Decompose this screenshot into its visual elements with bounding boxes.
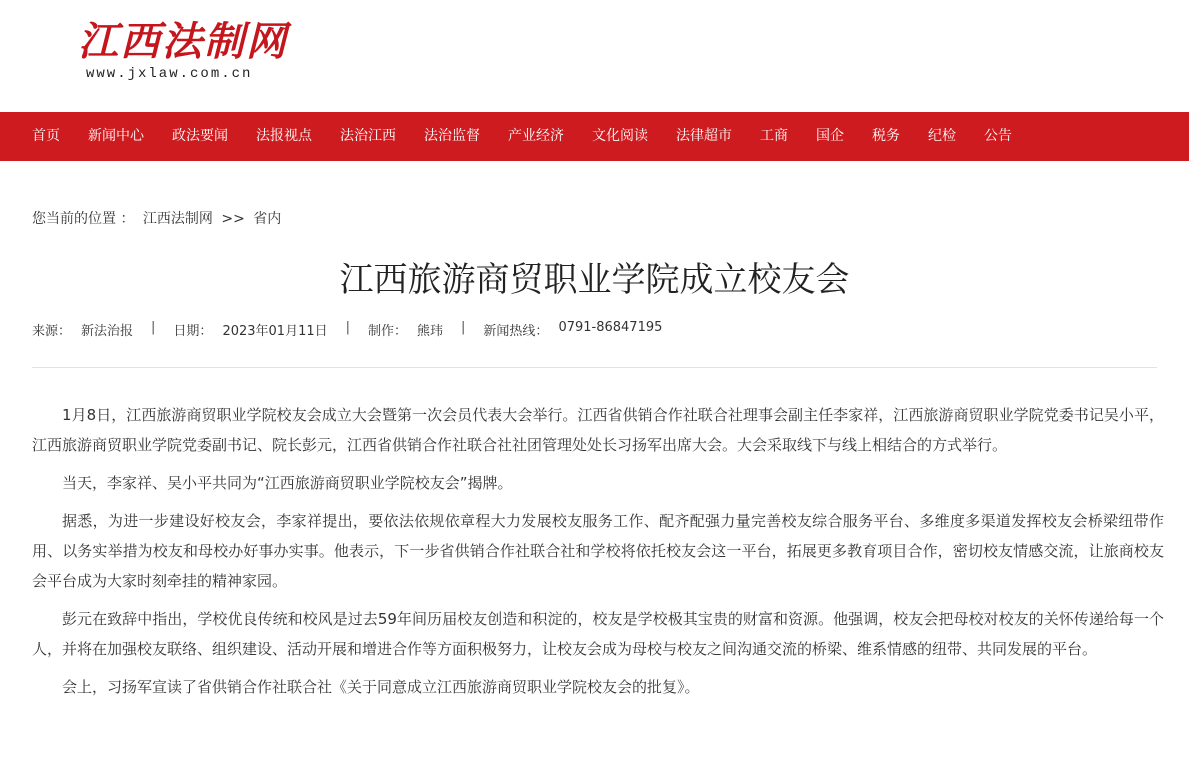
- date-label: 日期：: [173, 324, 213, 339]
- editor-value: 熊玮: [417, 324, 444, 339]
- logo-url: www.jxlaw.com.cn: [86, 66, 253, 82]
- article-paragraph: 据悉，为进一步建设好校友会，李家祥提出，要依法依规依章程大力发展校友服务工作、配齐配强力量完善校友综合服务平台、多维度多渠道发挥校友会桥梁纽带作用、以务实举措为校友和母校办好事办实事。他表示，下一步省供销合作社联合社和学校将依托校友会这一平台，拓展更多教育项目合作，密切校友情感交流，让旅商校友会平台成为大家时刻牵挂的精神家园。: [32, 512, 1164, 590]
- nav-item[interactable]: 产业经济: [508, 128, 564, 144]
- article-paragraph: 当天，李家祥、吴小平共同为“江西旅游商贸职业学院校友会”揭牌。: [62, 474, 513, 492]
- meta-separator: |: [151, 320, 156, 335]
- meta-separator: |: [345, 320, 350, 335]
- nav-item[interactable]: 法律超市: [676, 128, 732, 144]
- date-value: 2023年01月11日: [222, 324, 328, 339]
- article-paragraph: 会上，习扬军宣读了省供销合作社联合社《关于同意成立江西旅游商贸职业学院校友会的批复》。: [62, 678, 700, 696]
- article-body: [32, 400, 1164, 710]
- nav-item[interactable]: 纪检: [928, 128, 956, 144]
- article-title: 江西旅游商贸职业学院成立校友会: [339, 260, 850, 300]
- breadcrumb-separator: >>: [221, 211, 245, 227]
- breadcrumb: [32, 208, 285, 228]
- source-label: 来源：: [32, 324, 72, 339]
- nav-item[interactable]: 政法要闻: [172, 128, 228, 144]
- hotline-label: 新闻热线：: [483, 324, 549, 339]
- article-paragraph: 1月8日，江西旅游商贸职业学院校友会成立大会暨第一次会员代表大会举行。江西省供销合作社联合社理事会副主任李家祥，江西旅游商贸职业学院党委书记吴小平，江西旅游商贸职业学院党委副书记、院长彭元，江西省供销合作社联合社社团管理处处长习扬军出席大会。大会采取线下与线上相结合的方式举行。: [32, 406, 1164, 454]
- meta-separator: |: [461, 320, 466, 335]
- source-value: 新法治报: [81, 324, 134, 339]
- breadcrumb-prefix: 您当前的位置 ：: [32, 211, 135, 227]
- nav-item[interactable]: 法报视点: [256, 128, 312, 144]
- editor-label: 制作：: [368, 324, 408, 339]
- nav-item[interactable]: 工商: [760, 128, 788, 144]
- nav-item[interactable]: 法治监督: [424, 128, 480, 144]
- main-nav: [0, 112, 1189, 161]
- nav-list: [0, 112, 1189, 161]
- nav-item[interactable]: 法治江西: [340, 128, 396, 144]
- hotline-value: 0791-86847195: [558, 320, 663, 335]
- breadcrumb-section-link[interactable]: 省内: [253, 211, 282, 227]
- nav-item[interactable]: 新闻中心: [88, 128, 144, 144]
- breadcrumb-site-link[interactable]: 江西法制网: [142, 211, 213, 227]
- nav-item[interactable]: 文化阅读: [592, 128, 648, 144]
- meta-divider: [32, 367, 1157, 368]
- nav-item[interactable]: 国企: [816, 128, 844, 144]
- article-paragraph: 彭元在致辞中指出，学校优良传统和校风是过去59年间历届校友创造和积淀的，校友是学校极其宝贵的财富和资源。他强调，校友会把母校对校友的关怀传递给每一个人，并将在加强校友联络、组织建设、活动开展和增进合作等方面积极努力，让校友会成为母校与校友之间沟通交流的桥梁、维系情感的纽带、共同发展的平台。: [32, 610, 1164, 658]
- logo-text: 江西法制网: [78, 18, 288, 65]
- nav-item[interactable]: 公告: [984, 128, 1012, 144]
- nav-item[interactable]: 税务: [872, 128, 900, 144]
- article-meta: [32, 320, 662, 339]
- site-header: [0, 0, 1189, 112]
- site-logo[interactable]: [78, 20, 298, 82]
- nav-item[interactable]: 首页: [32, 128, 60, 144]
